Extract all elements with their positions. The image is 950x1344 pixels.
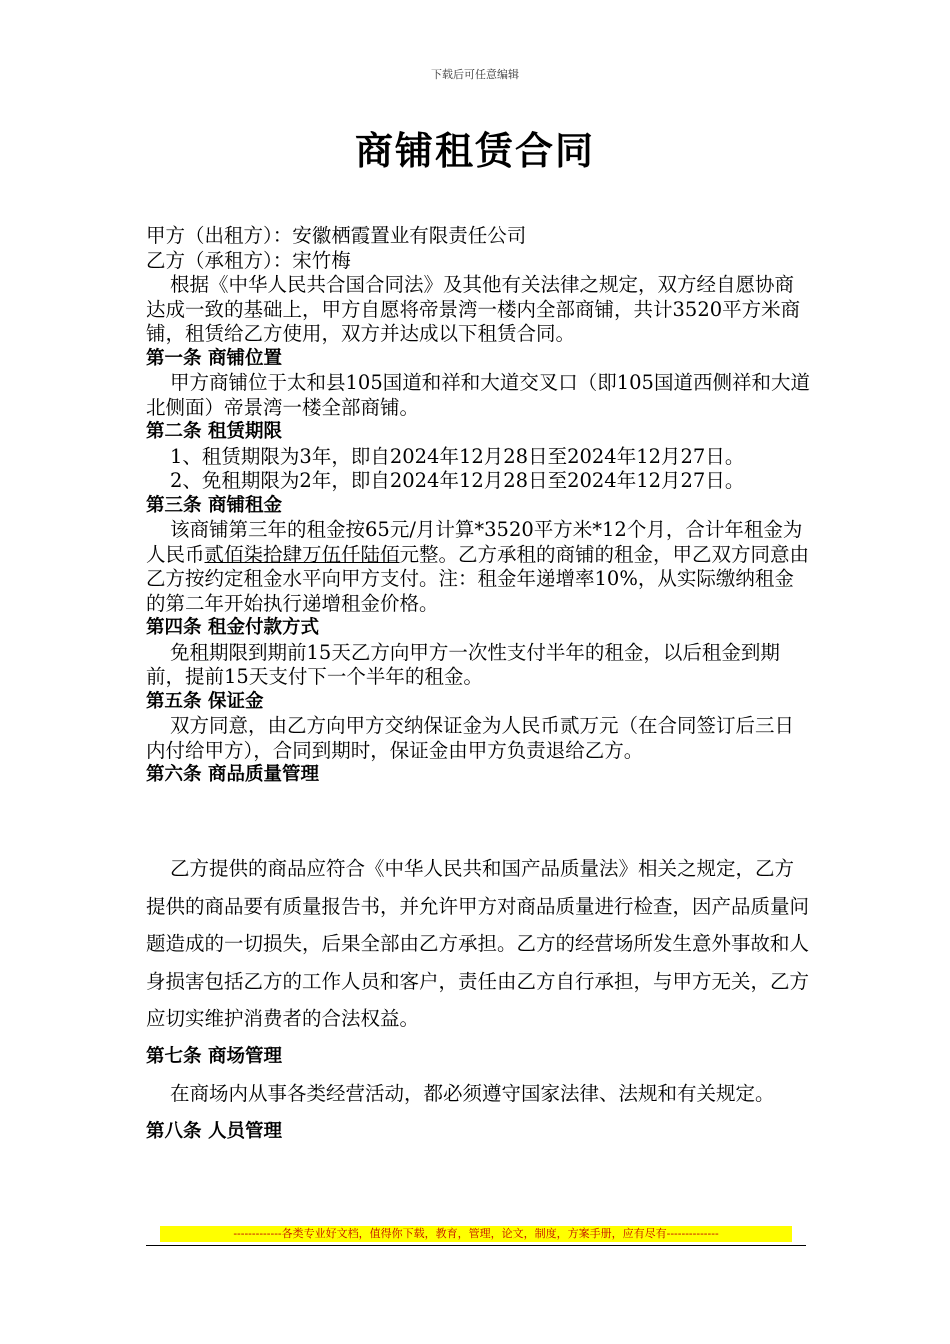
- article-5-body: 双方同意，由乙方向甲方交纳保证金为人民币贰万元（在合同签订后三日内付给甲方），合同到期时，保证金由甲方负责退给乙方。: [146, 714, 795, 762]
- article-3-body: [146, 518, 810, 616]
- rent-amount-in-words: 贰佰柒拾肆万伍仟陆佰: [204, 542, 400, 566]
- article-6-body: 乙方提供的商品应符合《中华人民共和国产品质量法》相关之规定，乙方提供的商品要有质量报告书，并允许甲方对商品质量进行检查，因产品质量问题造成的一切损失，后果全部由乙方承担。乙方的经营场所发生意外事故和人身损害包括乙方的工作人员和客户，责任由乙方自行承担，与甲方无关，乙方应切实维护消费者的合法权益。: [146, 857, 810, 1030]
- article-3-heading: 第三条 商铺租金: [146, 494, 282, 516]
- document-title: 商铺租赁合同: [354, 129, 595, 173]
- article-8-heading: 第八条 人员管理: [146, 1120, 282, 1142]
- article-1-body: 甲方商铺位于太和县105国道和祥和大道交叉口（即105国道西侧祥和大道北侧面）帝景湾一楼全部商铺。: [146, 371, 810, 419]
- article-6-heading: 第六条 商品质量管理: [146, 764, 319, 785]
- footer-banner: -------------各类专业好文档，值得你下载，教育，管理，论文，制度，方案手册，应有尽有--------------: [160, 1226, 792, 1242]
- article-5-heading: 第五条 保证金: [146, 690, 264, 712]
- article-3-text-post: 元整。乙方承租的商铺的租金，甲乙双方同意由乙方按约定租金水平向甲方支付。注：租金年递增率10%，从实际缴纳租金的第二年开始执行递增租金价格。: [146, 542, 810, 615]
- contract-body-upper: [146, 224, 810, 788]
- article-3-text-pre: 该商铺第三年的租金按65元/月计算*3520平方米*12个月，合计年租金为人民币: [146, 518, 803, 566]
- footer-divider: [146, 1245, 806, 1246]
- article-4-heading: 第四条 租金付款方式: [146, 617, 319, 638]
- article-1-heading: 第一条 商铺位置: [146, 347, 282, 369]
- header-note: 下载后可任意编辑: [431, 68, 519, 81]
- party-a: 甲方（出租方）：安徽栖霞置业有限责任公司: [146, 224, 527, 247]
- article-4-body: 免租期限到期前15天乙方向甲方一次性支付半年的租金，以后租金到期前，提前15天支付下一个半年的租金。: [146, 640, 780, 688]
- article-2-heading: 第二条 租赁期限: [146, 421, 282, 442]
- contract-body-lower: [146, 850, 810, 1150]
- party-b: 乙方（承租方）：宋竹梅: [146, 248, 351, 272]
- article-2-item-2: 2、免租期限为2年，即自2024年12月28日至2024年12月27日。: [170, 469, 745, 492]
- intro-paragraph: 根据《中华人民共合国合同法》及其他有关法律之规定，双方经自愿协商达成一致的基础上，甲方自愿将帝景湾一楼内全部商铺，共计3520平方米商铺，租赁给乙方使用，双方并达成以下租赁合同。: [146, 273, 801, 345]
- article-2-item-1: 1、租赁期限为3年，即自2024年12月28日至2024年12月27日。: [170, 444, 745, 468]
- article-7-body: 在商场内从事各类经营活动，都必须遵守国家法律、法规和有关规定。: [170, 1082, 775, 1105]
- article-7-heading: 第七条 商场管理: [146, 1045, 282, 1067]
